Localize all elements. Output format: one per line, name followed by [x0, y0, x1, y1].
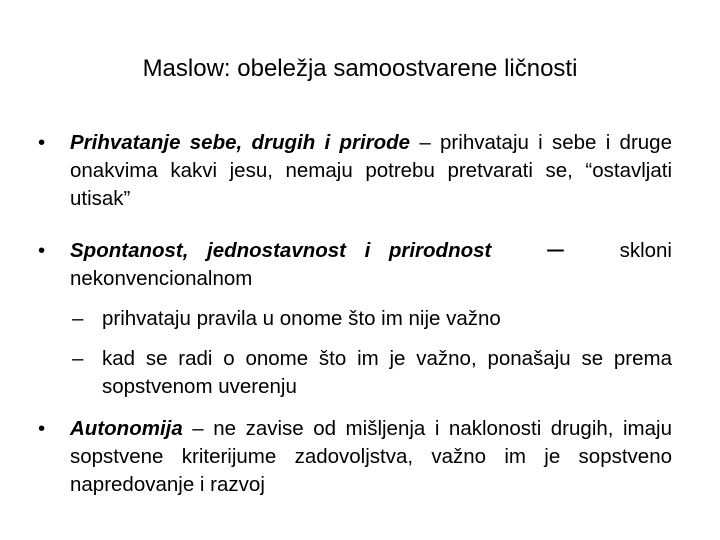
bullet-text: ne zavise od mišljenja i naklonosti drugih, imaju sopstvene kriterijume zadovoljstva, važno im je sopstveno napredovanje i razvoj [70, 417, 672, 496]
sub-item [38, 305, 672, 333]
bullet-term: Prihvatanje sebe, drugih i prirode [70, 131, 411, 154]
bullet-list [38, 129, 672, 499]
bullet-item-acceptance [38, 129, 672, 213]
bullet-item-autonomy [38, 415, 672, 499]
sub-item-text: prihvataju pravila u onome što im nije važno [102, 307, 501, 330]
bullet-separator: – [410, 131, 441, 154]
slide-title: Maslow: obeležja samoostvarene ličnosti [142, 55, 578, 82]
bullet-separator: – [182, 417, 214, 440]
dash-icon: – [72, 347, 84, 370]
bullet-icon: • [38, 239, 46, 262]
bullet-text: skloni nekonvencionalnom [70, 239, 672, 290]
bullet-icon: • [38, 131, 46, 154]
bullet-text: prihvataju i sebe i druge onakvima kakvi jesu, nemaju potrebu pretvarati se, “ostavljati utisak” [70, 131, 672, 210]
bullet-separator: – [547, 232, 564, 265]
bullet-term: Spontanost, jednostavnost i prirodnost [70, 239, 492, 262]
bullet-item-spontaneity [38, 232, 672, 293]
bullet-term: Autonomija [70, 417, 183, 440]
dash-icon: – [72, 307, 84, 330]
sub-item [38, 345, 672, 401]
bullet-icon: • [38, 417, 46, 440]
sub-item-text: kad se radi o onome što im je važno, ponašaju se prema sopstvenom uverenju [102, 347, 672, 398]
